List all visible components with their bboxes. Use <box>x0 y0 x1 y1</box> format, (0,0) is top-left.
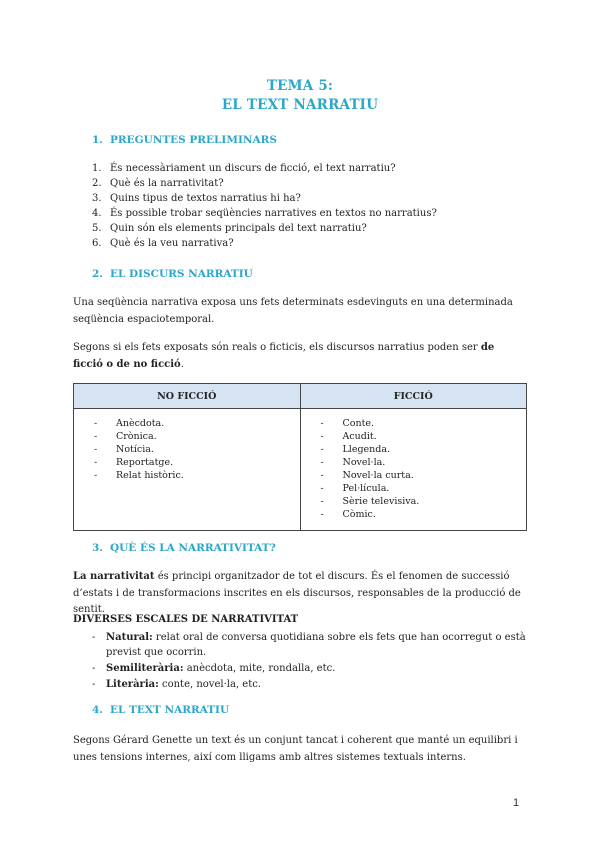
ficcio-item <box>301 456 527 469</box>
section-2-heading <box>92 268 253 280</box>
question-item <box>92 191 437 206</box>
question-text: Quins tipus de textos narratius hi ha? <box>110 193 301 204</box>
scale-text: conte, novel·la, etc. <box>158 679 261 690</box>
dash-bullet: - <box>320 457 324 468</box>
ficcio-item-text: Acudit. <box>342 431 377 442</box>
dash-bullet: - <box>320 470 324 481</box>
ficcio-item-text: Novel·la curta. <box>342 470 414 481</box>
section-4-paragraph: Segons Gérard Genette un text és un conjunt tancat i coherent que manté un equilibri i unes tensions internes, així com lligams amb altres sistemes textuals interns. <box>73 735 518 763</box>
no-ficcio-item <box>74 430 300 443</box>
question-number: 6. <box>92 238 102 249</box>
ficcio-item-text: Sèrie televisiva. <box>342 496 420 507</box>
question-number: 3. <box>92 193 102 204</box>
no-ficcio-item-text: Crònica. <box>116 431 157 442</box>
section-2-paragraph-2-start: Segons si els fets exposats són reals o ficticis, els discursos narratius poden ser <box>73 342 481 353</box>
dash-bullet: - <box>320 431 324 442</box>
no-ficcio-item-text: Notícia. <box>116 444 154 455</box>
question-item <box>92 176 437 191</box>
dash-bullet: - <box>94 457 98 468</box>
question-text: És possible trobar seqüències narratives en textos no narratius? <box>110 208 437 219</box>
question-item <box>92 206 437 221</box>
document-title-line1: TEMA 5: <box>266 78 334 94</box>
dash-bullet: - <box>92 632 96 643</box>
ficcio-item <box>301 508 527 521</box>
scale-label: Natural: <box>106 632 153 643</box>
no-ficcio-list <box>74 417 300 482</box>
no-ficcio-item <box>74 443 300 456</box>
question-text: És necessàriament un discurs de ficció, el text narratiu? <box>110 163 396 174</box>
table-cell-no-ficcio <box>74 409 301 531</box>
dash-bullet: - <box>320 483 324 494</box>
question-text: Què és la veu narrativa? <box>110 238 234 249</box>
section-2-number: 2. <box>92 268 103 280</box>
dash-bullet: - <box>320 418 324 429</box>
section-2-paragraph-2 <box>73 340 527 373</box>
dash-bullet: - <box>92 679 96 690</box>
narrativity-scales-heading: DIVERSES ESCALES DE NARRATIVITAT <box>73 614 299 625</box>
question-number: 4. <box>92 208 102 219</box>
preliminary-questions-list <box>92 161 437 251</box>
dash-bullet: - <box>320 509 324 520</box>
scale-label: Semiliterària: <box>106 663 184 674</box>
page-number: 1 <box>513 797 520 809</box>
no-ficcio-item-text: Reportatge. <box>116 457 174 468</box>
section-2-title: EL DISCURS NARRATIU <box>110 268 253 280</box>
section-3-paragraph-rest: és principi organitzador de tot el discurs. És el fenomen de successió d’estats i de transformacions inscrites en els discursos, responsables de la producció de sentit. <box>73 571 521 615</box>
question-item <box>92 236 437 251</box>
no-ficcio-item <box>74 417 300 430</box>
no-ficcio-item-text: Relat històric. <box>116 470 184 481</box>
section-1-heading <box>92 134 277 146</box>
dash-bullet: - <box>94 431 98 442</box>
dash-bullet: - <box>92 663 96 674</box>
section-3-number: 3. <box>92 542 103 554</box>
document-title-line2: EL TEXT NARRATIU <box>221 97 379 113</box>
scale-item <box>92 661 528 676</box>
question-number: 2. <box>92 178 102 189</box>
section-3-paragraph <box>73 569 527 619</box>
dash-bullet: - <box>94 418 98 429</box>
ficcio-item-text: Còmic. <box>342 509 376 520</box>
question-item <box>92 221 437 236</box>
section-3-title: QUÈ ÉS LA NARRATIVITAT? <box>110 542 276 554</box>
scale-text: anècdota, mite, rondalla, etc. <box>183 663 336 674</box>
dash-bullet: - <box>94 470 98 481</box>
ficcio-list <box>301 417 527 521</box>
ficcio-item <box>301 469 527 482</box>
section-2-paragraph-2-bold: de ficció o de no ficció <box>73 342 495 370</box>
no-ficcio-item <box>74 456 300 469</box>
ficcio-item <box>301 417 527 430</box>
ficcio-item <box>301 482 527 495</box>
scale-label: Literària: <box>106 679 159 690</box>
question-text: Què és la narrativitat? <box>110 178 224 189</box>
scale-item <box>92 630 528 660</box>
table-header-ficcio: FICCIÓ <box>300 384 527 409</box>
section-1-title: PREGUNTES PRELIMINARS <box>110 134 277 146</box>
section-4-heading <box>92 704 229 716</box>
ficcio-item-text: Llegenda. <box>342 444 391 455</box>
table-cell-ficcio <box>300 409 527 531</box>
section-2-paragraph-2-end: . <box>180 358 184 370</box>
dash-bullet: - <box>320 496 324 507</box>
question-item <box>92 161 437 176</box>
ficcio-item <box>301 495 527 508</box>
no-ficcio-item-text: Anècdota. <box>116 418 165 429</box>
section-3-heading <box>92 542 276 554</box>
section-4-title: EL TEXT NARRATIU <box>110 704 230 716</box>
question-number: 5. <box>92 223 102 234</box>
narrativity-scales-list <box>92 630 528 693</box>
ficcio-item <box>301 430 527 443</box>
ficcio-item-text: Pel·lícula. <box>342 483 390 494</box>
dash-bullet: - <box>320 444 324 455</box>
section-4-number: 4. <box>92 704 103 716</box>
no-ficcio-item <box>74 469 300 482</box>
ficcio-item <box>301 443 527 456</box>
ficcio-item-text: Novel·la. <box>342 457 386 468</box>
ficcio-item-text: Conte. <box>342 418 375 429</box>
question-text: Quin són els elements principals del text narratiu? <box>110 223 367 234</box>
section-1-number: 1. <box>92 134 103 146</box>
section-3-paragraph-bold: La narrativitat <box>73 571 155 582</box>
scale-item <box>92 677 528 692</box>
question-number: 1. <box>92 163 102 174</box>
fiction-nonfiction-table <box>73 383 527 531</box>
table-header-no-ficcio: NO FICCIÓ <box>74 384 301 409</box>
scale-text: relat oral de conversa quotidiana sobre els fets que han ocorregut o està previst que ocorrin. <box>106 632 526 658</box>
dash-bullet: - <box>94 444 98 455</box>
section-2-paragraph-1: Una seqüència narrativa exposa uns fets determinats esdevinguts en una determinada seqüència espaciotemporal. <box>73 297 513 325</box>
